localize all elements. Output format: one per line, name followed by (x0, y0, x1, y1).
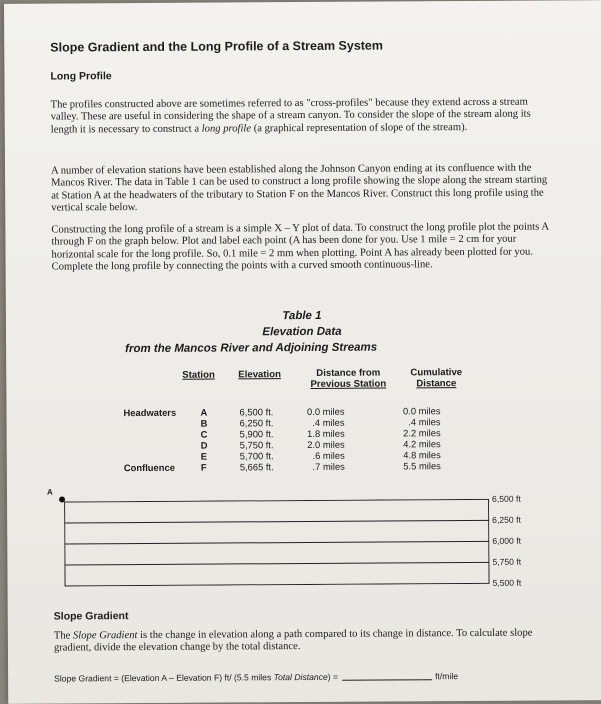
column-station (200, 407, 207, 473)
gridline-6500 (64, 499, 489, 502)
header-cumulative-line2: Distance (416, 377, 457, 389)
table-cell-distance: .6 miles (312, 449, 345, 461)
table-cell-cumulative: 4.2 miles (403, 438, 441, 450)
header-distance-line1: Distance from (316, 367, 381, 379)
table-cell-distance: .7 miles (312, 460, 345, 472)
paragraph-slope-definition (54, 627, 556, 655)
header-cumulative-line1: Cumulative (410, 367, 463, 379)
column-distance (302, 406, 344, 472)
header-distance-line2: Previous Station (310, 378, 387, 390)
table-cell-cumulative: 4.8 miles (403, 449, 441, 461)
emphasis-long-profile: long profile (201, 123, 252, 135)
header-distance (303, 368, 393, 390)
formula-emphasis: Total Distance (273, 671, 328, 683)
formula-text: ) = (327, 671, 339, 682)
table-cell-distance: 0.0 miles (306, 405, 345, 417)
table-cell-distance: .4 miles (312, 416, 345, 428)
worksheet-page (4, 0, 601, 704)
scale-label-6000: 6,000 ft (492, 535, 521, 546)
paragraph-instructions: Constructing the long profile of a stream is a simple X – Y plot of data. To construct the long profile plot the points A through F on the graph below. Plot and label each point (A has been done for you. Use 1 mile = 2 cm for your horizontal scale for the long profile. So, 0.1 mile = 2 mm when plotting. Point A has already been plotted for you. Complete the long profile by connecting the points with a curved smooth continuous-line. (51, 221, 549, 273)
gridline-5500 (65, 583, 490, 586)
header-elevation-text: Elevation (238, 369, 281, 381)
formula-text: Slope Gradient = (Elevation A – Elevation F) ft/ (5.5 miles (54, 672, 274, 684)
table-caption-subtitle: from the Mancos River and Adjoining Streams (125, 341, 378, 356)
paragraph-elevation-stations: A number of elevation stations have been established along the Johnson Canyon ending at its confluence with the Mancos River. The data in Table 1 can be used to construct a long profile showing the slope along the stream starting at Station A at the headwaters of the tributary to Station F on the Mancos River. Construct this long profile using the vertical scale below. (50, 162, 548, 214)
paragraph-text: is the change in elevation along a path compared to its change in distance. To calculate slope gradient, divide the elevation change by the total distance. (53, 627, 533, 654)
table-cell-elevation: 5,900 ft. (239, 428, 274, 440)
scale-label-6500: 6,500 ft (492, 493, 521, 504)
header-station-text: Station (182, 369, 215, 381)
y-axis-right (489, 499, 490, 584)
table-cell-cumulative: 5.5 miles (403, 460, 441, 472)
table-cell-station: A (200, 406, 208, 418)
point-a-marker (59, 496, 65, 502)
row-label-confluence: Confluence (123, 461, 175, 474)
gridline-6000 (64, 541, 489, 544)
table-cell-elevation: 6,250 ft. (239, 417, 274, 429)
table-cell-distance: 1.8 miles (307, 427, 345, 439)
paragraph-text: (a graphical representation of slope of the stream). (251, 121, 468, 135)
point-a-label: A (46, 487, 53, 497)
slope-formula (54, 671, 459, 684)
header-elevation (238, 370, 281, 381)
table-cell-station: D (200, 439, 208, 451)
table-cell-station: E (200, 450, 208, 462)
table-cell-station: B (200, 417, 208, 429)
table-cell-cumulative: 2.2 miles (403, 427, 441, 439)
answer-blank[interactable] (342, 679, 432, 681)
page-title: Slope Gradient and the Long Profile of a Stream System (50, 38, 384, 55)
table-cell-station: C (200, 428, 208, 440)
paragraph-text: The (53, 630, 74, 642)
column-elevation (239, 406, 273, 472)
gridline-5750 (64, 562, 489, 565)
y-axis-left (65, 501, 66, 586)
table-cell-elevation: 5,750 ft. (239, 439, 274, 451)
table-cell-elevation: 6,500 ft. (239, 406, 274, 418)
table-cell-elevation: 5,665 ft. (239, 461, 274, 473)
long-profile-graph (64, 499, 490, 587)
table-cell-station: F (200, 461, 207, 473)
gridline-6250 (64, 520, 489, 523)
header-cumulative (406, 368, 466, 389)
formula-unit: ft/mile (435, 671, 459, 682)
emphasis-slope-gradient: Slope Gradient (72, 630, 138, 642)
paragraph-text: The profiles constructed above are sometimes referred to as "cross-profiles" because they extend across a stream valley. These are useful in considering the shape of a stream canyon. To consider the slope of the stream along its length it is necessary to construct a (50, 96, 531, 136)
table-caption-number: Table 1 (282, 309, 322, 323)
section-heading-long-profile: Long Profile (50, 70, 112, 83)
section-heading-slope-gradient: Slope Gradient (53, 610, 129, 623)
table-cell-elevation: 5,700 ft. (239, 450, 274, 462)
scale-label-6250: 6,250 ft (492, 514, 521, 525)
table-cell-distance: 2.0 miles (307, 438, 345, 450)
column-cumulative (400, 405, 440, 471)
scale-label-5500: 5,500 ft (492, 577, 522, 588)
header-station (182, 371, 215, 382)
paragraph-cross-profiles (51, 96, 553, 136)
table-cell-cumulative: 0.0 miles (402, 405, 441, 417)
table-caption-title: Elevation Data (262, 325, 342, 339)
row-label-headwaters: Headwaters (123, 406, 177, 419)
scale-label-5750: 5,750 ft (492, 556, 522, 567)
table-cell-cumulative: .4 miles (408, 416, 441, 428)
